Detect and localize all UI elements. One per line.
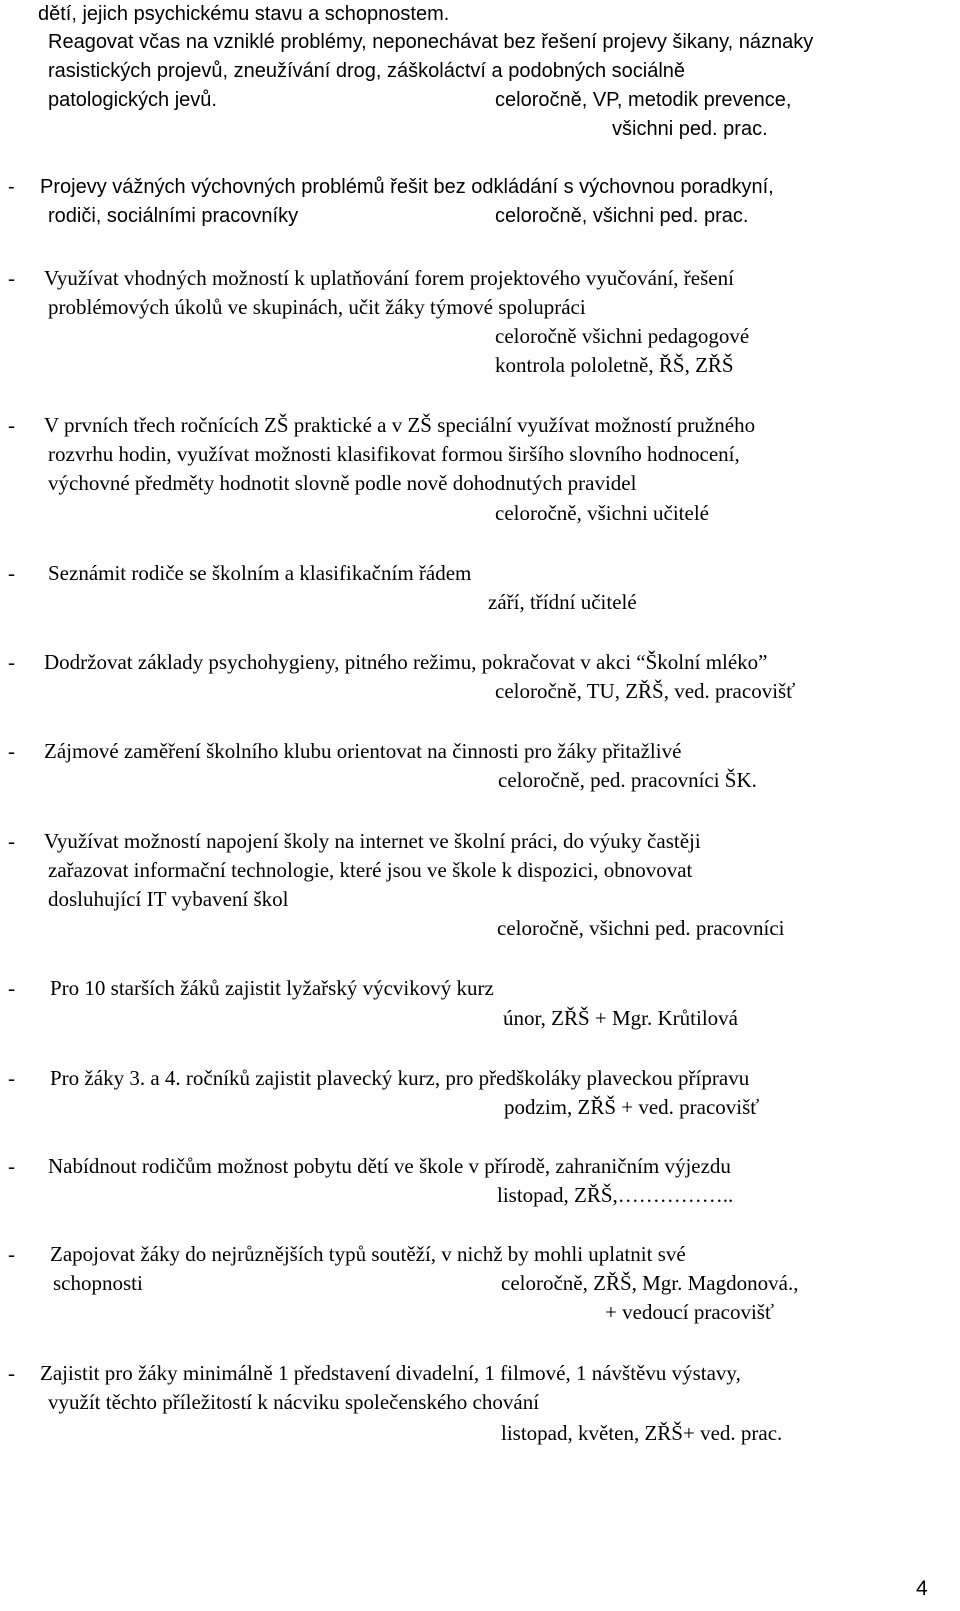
item-text-line: Zájmové zaměření školního klubu orientovat na činnosti pro žáky přitažlivé — [44, 739, 682, 763]
item-responsible: celoročně, ped. pracovníci ŠK. — [498, 768, 757, 792]
intro-line-1: dětí, jejich psychickému stavu a schopnostem. — [38, 3, 450, 25]
bullet-dash: - — [8, 1242, 15, 1266]
item-text-line: schopnosti — [53, 1271, 143, 1295]
item-responsible: celoročně, TU, ZŘŠ, ved. pracovišť — [495, 679, 796, 703]
item-responsible: celoročně, všichni ped. pracovníci — [497, 916, 785, 940]
item-text-line: Zapojovat žáky do nejrůznějších typů soutěží, v nichž by mohli uplatnit své — [50, 1242, 686, 1266]
item-text-line: dosluhující IT vybavení škol — [48, 887, 289, 911]
bullet-dash: - — [8, 176, 15, 198]
intro-line-2: Reagovat včas na vzniklé problémy, neponechávat bez řešení projevy šikany, náznaky — [48, 31, 814, 53]
item-text-line: rozvrhu hodin, využívat možnosti klasifikovat formou širšího slovního hodnocení, — [48, 442, 740, 466]
item-text-line: Seznámit rodiče se školním a klasifikačním řádem — [48, 561, 472, 585]
intro-line-3: rasistických projevů, zneužívání drog, záškoláctví a podobných sociálně — [48, 60, 686, 82]
bullet-dash: - — [8, 1361, 15, 1385]
item-responsible: podzim, ZŘŠ + ved. pracovišť — [504, 1095, 760, 1119]
item-text-line: Projevy vážných výchovných problémů řešit bez odkládání s výchovnou poradkyní, — [40, 176, 774, 198]
item-text-line: problémových úkolů ve skupinách, učit žáky týmové spolupráci — [48, 295, 586, 319]
item-responsible: únor, ZŘŠ + Mgr. Krůtilová — [503, 1006, 738, 1030]
bullet-dash: - — [8, 739, 15, 763]
item-responsible: celoročně, ZŘŠ, Mgr. Magdonová., — [501, 1271, 799, 1295]
page-number: 4 — [916, 1577, 928, 1600]
item-responsible: listopad, ZŘŠ,…………….. — [497, 1183, 734, 1207]
item-text-line: zařazovat informační technologie, které jsou ve škole k dispozici, obnovovat — [48, 858, 693, 882]
item-responsible: září, třídní učitelé — [488, 590, 637, 614]
item-responsible: kontrola pololetně, ŘŠ, ZŘŠ — [495, 353, 734, 377]
bullet-dash: - — [8, 561, 15, 585]
item-text-line: Nabídnout rodičům možnost pobytu dětí ve škole v přírodě, zahraničním výjezdu — [48, 1154, 731, 1178]
item-text-line: Pro žáky 3. a 4. ročníků zajistit plavecký kurz, pro předškoláky plaveckou přípravu — [50, 1066, 750, 1090]
bullet-dash: - — [8, 266, 15, 290]
bullet-dash: - — [8, 650, 15, 674]
intro-responsible-2: všichni ped. prac. — [612, 118, 768, 140]
bullet-dash: - — [8, 1154, 15, 1178]
item-text-line: V prvních třech ročnících ZŠ praktické a v ZŠ speciální využívat možností pružného — [44, 413, 756, 437]
intro-line-4: patologických jevů. — [48, 89, 217, 111]
item-text-line: využít těchto příležitostí k nácviku společenského chování — [48, 1390, 540, 1414]
item-responsible: + vedoucí pracovišť — [605, 1300, 774, 1324]
item-text-line: Využívat vhodných možností k uplatňování forem projektového vyučování, řešení — [44, 266, 734, 290]
bullet-dash: - — [8, 413, 15, 437]
item-text-line: Využívat možností napojení školy na internet ve školní práci, do výuky častěji — [44, 829, 701, 853]
item-text-line: rodiči, sociálními pracovníky — [48, 205, 299, 227]
item-text-line: výchovné předměty hodnotit slovně podle nově dohodnutých pravidel — [48, 471, 637, 495]
item-text-line: Dodržovat základy psychohygieny, pitného režimu, pokračovat v akci “Školní mléko” — [44, 650, 768, 674]
item-text-line: Zajistit pro žáky minimálně 1 představení divadelní, 1 filmové, 1 návštěvu výstavy, — [40, 1361, 741, 1385]
item-responsible: celoročně všichni pedagogové — [495, 324, 750, 348]
intro-responsible-1: celoročně, VP, metodik prevence, — [495, 89, 792, 111]
item-text-line: Pro 10 starších žáků zajistit lyžařský výcvikový kurz — [50, 976, 494, 1000]
bullet-dash: - — [8, 1066, 15, 1090]
item-responsible: listopad, květen, ZŘŠ+ ved. prac. — [501, 1421, 783, 1445]
bullet-dash: - — [8, 829, 15, 853]
item-responsible: celoročně, všichni ped. prac. — [495, 205, 749, 227]
bullet-dash: - — [8, 976, 15, 1000]
item-responsible: celoročně, všichni učitelé — [495, 501, 709, 525]
